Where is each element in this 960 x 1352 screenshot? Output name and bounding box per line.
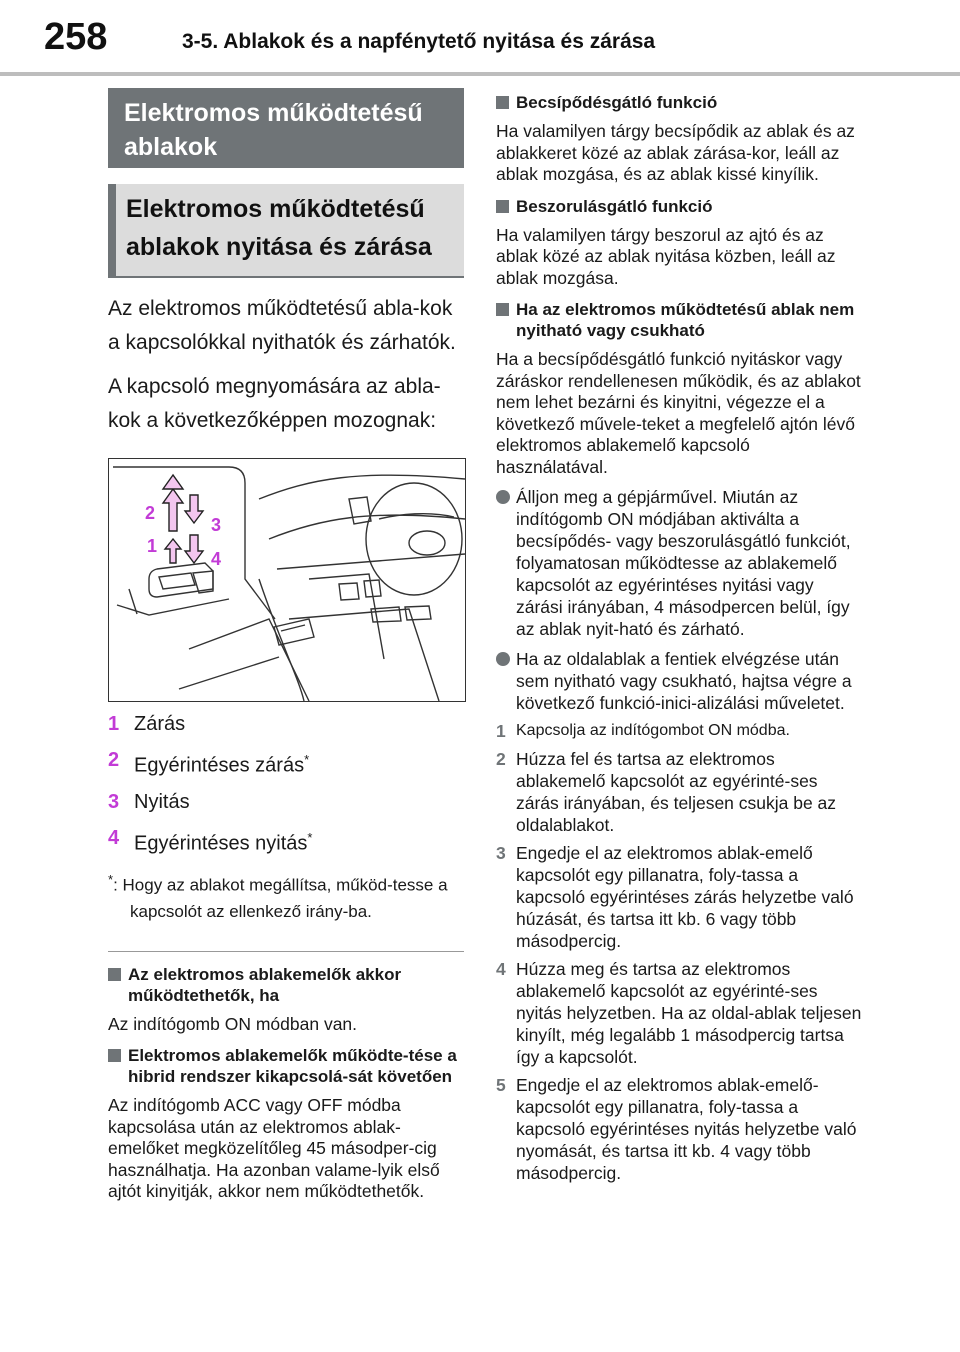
dashboard-drawing (109, 459, 465, 701)
subheading-jam-protection: Becsípődésgátló funkció (496, 92, 864, 113)
legend-number: 2 (108, 749, 120, 771)
step-text: Húzza fel és tartsa az elektromos ablakemelő kapcsolót az egyérinté-ses zárás irányában, és teljesen csukja be az oldalablakot. (516, 749, 837, 835)
step-item (496, 1074, 864, 1184)
legend-item (108, 826, 464, 856)
divider (108, 951, 464, 952)
legend-text (134, 826, 312, 856)
subheading-operable-when: Az elektromos ablakemelők akkor működtethetők, ha (108, 964, 464, 1006)
figure-label-1: 1 (147, 536, 158, 556)
step-item (496, 720, 864, 742)
legend-item (108, 712, 464, 736)
chapter-heading: Elektromos működtetésű ablakok (108, 88, 464, 168)
legend-text (134, 748, 309, 778)
left-column (108, 88, 464, 1203)
legend-number: 3 (108, 790, 120, 813)
section-title: 3-5. Ablakok és a napfénytető nyitása és zárása (182, 30, 656, 53)
subheading-after-shutdown: Elektromos ablakemelők működte-tése a hibrid rendszer kikapcsolá-sát követően (108, 1045, 464, 1087)
header-rule (0, 72, 960, 76)
legend-item (108, 790, 464, 814)
right-column (496, 88, 864, 1184)
footnote-text: : Hogy az ablakot megállítsa, működ-tesse a kapcsolót az ellenkező irány-ba. (113, 875, 448, 921)
step-number: 1 (496, 721, 506, 741)
bullet-item: Ha az oldalablak a fentiek elvégzése után sem nyitható vagy csukható, hajtsa végre a következő funkció-inici-alizálási műveletet. (496, 648, 864, 714)
intro-paragraph-1: Az elektromos működtetésű abla-kok a kapcsolókkal nyithatók és zárhatók. (108, 297, 456, 354)
step-item (496, 842, 864, 952)
bullet-item: Álljon meg a gépjárművel. Miután az indítógomb ON módjában aktiválta a becsípődés- vagy beszorulásgátló funkciót, folyamatosan működtesse az ablakemelő kapcsolót az egyérintéses nyitási vagy zárási irányában, 4 másodpercen belül, így az ablak nyit-ható és zárható. (496, 486, 864, 640)
step-number: 5 (496, 1075, 506, 1095)
step-item (496, 748, 864, 836)
subheading-catch-protection: Beszorulásgátló funkció (496, 196, 864, 217)
step-text: Kapcsolja az indítógombot ON módba. (516, 722, 790, 739)
step-number: 3 (496, 843, 506, 863)
legend-text: Zárás (134, 713, 186, 735)
paragraph: Ha a becsípődésgátló funkció nyitáskor vagy záráskor rendellenesen működik, és az ablakot nem lehet bezárni és kinyitni, végezze el a következő művele-teket a megfelelő ajtón lévő elektromos ablakemelő kapcsoló használatával. (496, 349, 861, 477)
page-number: 258 (44, 16, 108, 58)
paragraph: Ha valamilyen tárgy beszorul az ajtó és az ablak közé az ablak nyitása közben, leáll az ablak mozgása. (496, 224, 836, 288)
figure-label-2: 2 (145, 503, 156, 523)
step-number: 4 (496, 959, 506, 979)
step-text: Engedje el az elektromos ablak-emelő-kapcsolót egy pillanatra, foly-tassa a kapcsoló egyérintéses nyitás helyzetbe való nyomását, és tartsa itt kb. 4 vagy több másodpercig. (516, 1075, 857, 1183)
legend-label: Egyérintéses nyitás (134, 832, 308, 855)
asterisk: * (307, 829, 313, 845)
page-header (0, 0, 960, 74)
footnote-mark: * (108, 872, 114, 888)
asterisk: * (304, 752, 310, 767)
step-number: 2 (496, 749, 506, 769)
figure-label-4: 4 (211, 549, 222, 569)
step-text: Húzza meg és tartsa az elektromos ablakemelő kapcsolót az egyérinté-ses nyitás helyzetben. Ha az oldal-ablak teljesen kinyílt, még legalább 1 másodpercig tartsa így a kapcsolót. (516, 959, 862, 1067)
subheading-window-not-operable: Ha az elektromos működtetésű ablak nem nyitható vagy csukható (496, 299, 864, 341)
intro-paragraph-2: A kapcsoló megnyomására az abla-kok a következőképpen mozognak: (108, 375, 441, 432)
window-switch-illustration (108, 458, 466, 702)
step-item (496, 958, 864, 1068)
legend-label: Egyérintéses zárás (134, 754, 305, 777)
legend-number: 4 (108, 826, 120, 849)
legend-text: Nyitás (134, 790, 190, 813)
figure-label-3: 3 (211, 515, 222, 535)
step-text: Engedje el az elektromos ablak-emelő kapcsolót egy pillanatra, foly-tassa a kapcsoló egyérintéses zárás helyzetbe való húzását, és tartsa itt kb. 6 vagy több másodpercig. (516, 843, 854, 951)
footnote (108, 867, 464, 925)
paragraph: Az indítógomb ON módban van. (108, 1013, 358, 1034)
paragraph: Az indítógomb ACC vagy OFF módba kapcsolása után az elektromos ablak-emelőket megközelítőleg 45 másodper-cig használhatja. Ha azonban valame-lyik első ajtót kinyitják, akkor nem működtethetők. (108, 1095, 440, 1202)
legend-number: 1 (108, 713, 120, 735)
topic-heading: Elektromos működtetésű ablakok nyitása és zárása (108, 184, 464, 278)
paragraph: Ha valamilyen tárgy becsípődik az ablak és az ablakkeret közé az ablak zárása-kor, leáll az ablak mozgása, és az ablak kissé kinyílik. (496, 121, 855, 184)
figure-legend (108, 712, 464, 855)
legend-item (108, 748, 464, 778)
